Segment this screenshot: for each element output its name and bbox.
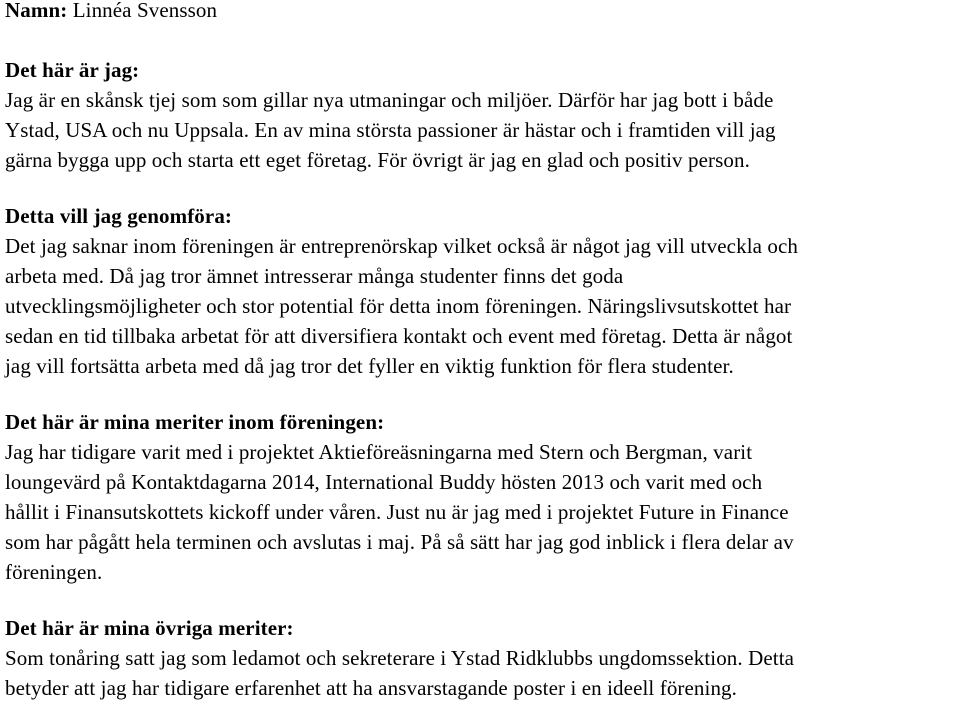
paragraph-line: gärna bygga upp och starta ett eget företag. För övrigt är jag en glad och positiv person. [5,148,750,172]
paragraph-line: utvecklingsmöjligheter och stor potential för detta inom föreningen. Näringslivsutskottet har [5,294,792,318]
paragraph-line: Det jag saknar inom föreningen är entreprenörskap vilket också är något jag vill utveckla och [5,234,799,258]
name-line [5,0,217,26]
paragraph-line: Som tonåring satt jag som ledamot och sekreterare i Ystad Ridklubbs ungdomssektion. Detta [5,646,795,670]
paragraph-line: arbeta med. Då jag tror ämnet intresserar många studenter finns det goda [5,264,624,288]
name-label: Namn: [5,0,68,22]
section-heading-other-merits: Det här är mina övriga meriter: [5,616,294,640]
paragraph-line: föreningen. [5,560,103,584]
section-heading-about-me: Det här är jag: [5,58,140,82]
paragraph-line: som har pågått hela terminen och avslutas i maj. På så sätt har jag god inblick i flera delar av [5,530,794,554]
paragraph-line: betyder att jag har tidigare erfarenhet att ha ansvarstagande poster i en ideell förening. [5,676,738,700]
paragraph-line: loungevärd på Kontaktdagarna 2014, International Buddy hösten 2013 och varit med och [5,470,763,494]
section-heading-association-merits: Det här är mina meriter inom föreningen: [5,410,385,434]
paragraph-line: hållit i Finansutskottets kickoff under våren. Just nu är jag med i projektet Future in Finance [5,500,789,524]
paragraph-line: Jag är en skånsk tjej som som gillar nya utmaningar och miljöer. Därför har jag bott i både [5,88,774,112]
paragraph-line: Jag har tidigare varit med i projektet Aktieföreäsningarna med Stern och Bergman, varit [5,440,753,464]
name-value: Linnéa Svensson [72,0,218,22]
section-heading-goals: Detta vill jag genomföra: [5,204,233,228]
paragraph-line: sedan en tid tillbaka arbetat för att diversifiera kontakt och event med företag. Detta är något [5,324,793,348]
paragraph-line: jag vill fortsätta arbeta med då jag tror det fyller en viktig funktion för flera studenter. [5,354,734,378]
paragraph-line: Ystad, USA och nu Uppsala. En av mina största passioner är hästar och i framtiden vill jag [5,118,776,142]
